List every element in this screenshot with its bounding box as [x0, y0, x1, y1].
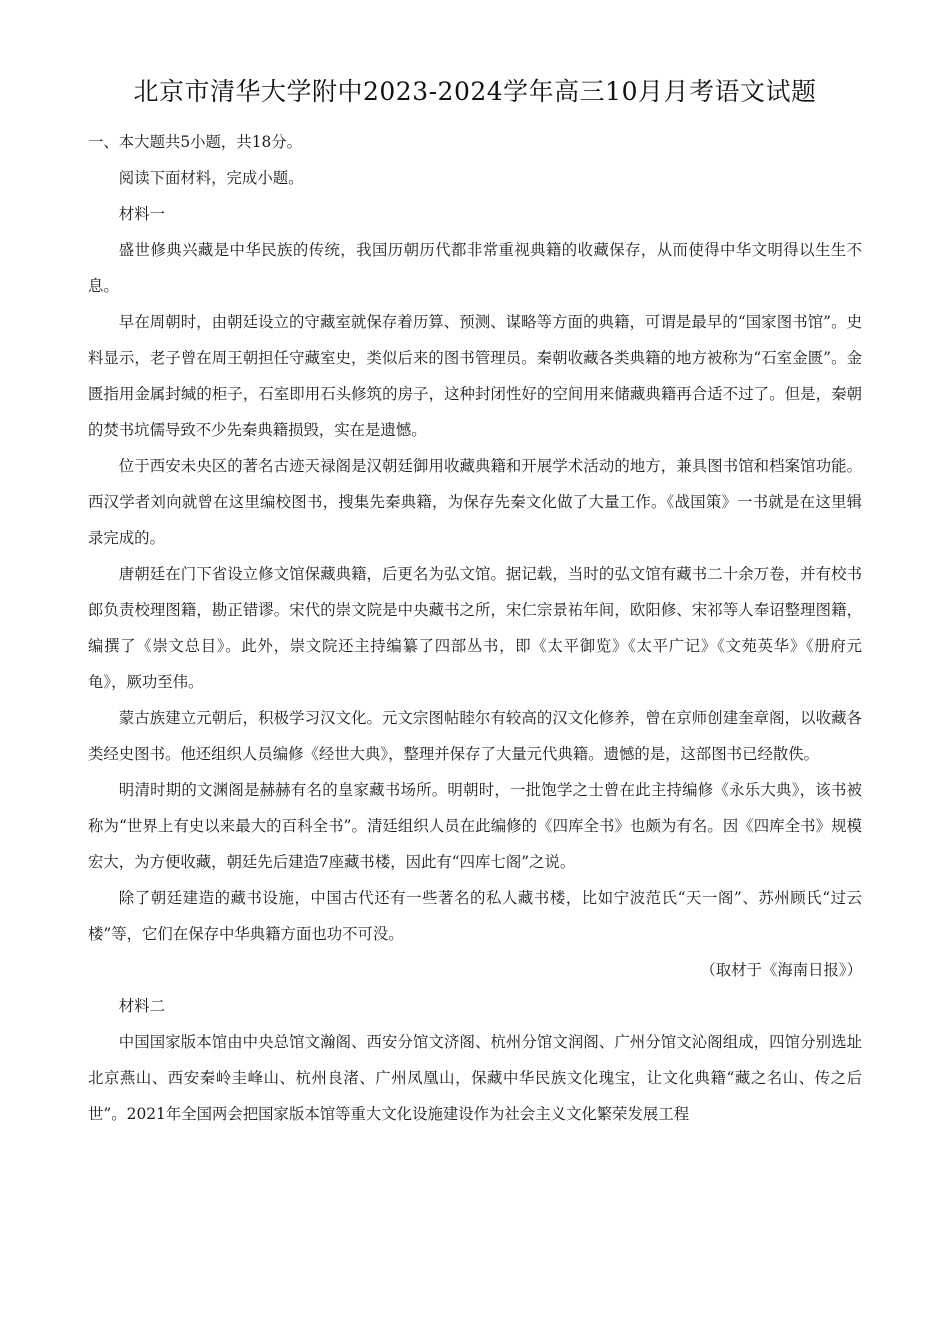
material-one-label: 材料一 [118, 205, 165, 223]
material-one-paragraph: 唐朝廷在门下省设立修文馆保藏典籍，后更名为弘文馆。据记载，当时的弘文馆有藏书二十余万卷，并有校书郎负责校理图籍，勘正错谬。宋代的崇文院是中央藏书之所，宋仁宗景祐年间，欧阳修、宋祁等人奉诏整理图籍，编撰了《崇文总目》。此外，崇文院还主持编纂了四部丛书，即《太平御览》《太平广记》《文苑英华》《册府元龟》，厥功至伟。 [88, 565, 862, 691]
material-one-paragraph: 位于西安未央区的著名古迹天禄阁是汉朝廷御用收藏典籍和开展学术活动的地方，兼具图书馆和档案馆功能。西汉学者刘向就曾在这里编校图书，搜集先秦典籍，为保存先秦文化做了大量工作。《战国策》一书就是在这里辑录完成的。 [88, 457, 862, 547]
material-one-paragraph: 除了朝廷建造的藏书设施，中国古代还有一些著名的私人藏书楼，比如宁波范氏“天一阁”、苏州顾氏“过云楼”等，它们在保存中华典籍方面也功不可没。 [88, 889, 862, 943]
material-one-paragraph: 早在周朝时，由朝廷设立的守藏室就保存着历算、预测、谋略等方面的典籍，可谓是最早的“国家图书馆”。史料显示，老子曾在周王朝担任守藏室史，类似后来的图书管理员。秦朝收藏各类典籍的地方被称为“石室金匮”。金匮指用金属封缄的柜子，石室即用石头修筑的房子，这种封闭性好的空间用来储藏典籍再合适不过了。但是，秦朝的焚书坑儒导致不少先秦典籍损毁，实在是遗憾。 [88, 313, 862, 439]
material-one-paragraph: 盛世修典兴藏是中华民族的传统，我国历朝历代都非常重视典籍的收藏保存，从而使得中华文明得以生生不息。 [88, 241, 862, 295]
material-two-label: 材料二 [118, 997, 165, 1015]
reading-instruction: 阅读下面材料，完成小题。 [118, 169, 304, 187]
section-heading: 一、本大题共5小题，共18分。 [88, 133, 303, 151]
material-one-paragraph: 明清时期的文渊阁是赫赫有名的皇家藏书场所。明朝时，一批饱学之士曾在此主持编修《永乐大典》，该书被称为“世界上有史以来最大的百科全书”。清廷组织人员在此编修的《四库全书》也颇为有名。因《四库全书》规模宏大，为方便收藏，朝廷先后建造7座藏书楼，因此有“四库七阁”之说。 [88, 781, 862, 871]
material-two-paragraph: 中国国家版本馆由中央总馆文瀚阁、西安分馆文济阁、杭州分馆文润阁、广州分馆文沁阁组成，四馆分别选址北京燕山、西安秦岭圭峰山、杭州良渚、广州凤凰山，保藏中华民族文化瑰宝，让文化典籍“藏之名山、传之后世”。2021年全国两会把国家版本馆等重大文化设施建设作为社会主义文化繁荣发展工程 [88, 1033, 862, 1123]
material-one-paragraph: 蒙古族建立元朝后，积极学习汉文化。元文宗图帖睦尔有较高的汉文化修养，曾在京师创建奎章阁，以收藏各类经史图书。他还组织人员编修《经世大典》，整理并保存了大量元代典籍。遗憾的是，这部图书已经散佚。 [88, 709, 862, 763]
document-title: 北京市清华大学附中2023-2024学年高三10月月考语文试题 [133, 77, 817, 106]
document-body [88, 124, 862, 1132]
material-one-source: （取材于《海南日报》） [700, 961, 862, 979]
